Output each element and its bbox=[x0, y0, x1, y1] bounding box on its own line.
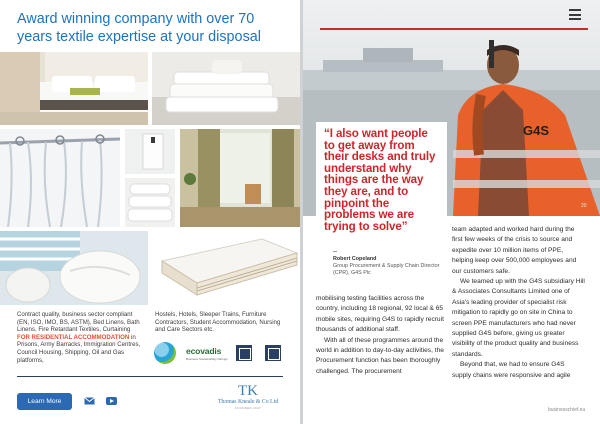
sheet-photo bbox=[125, 129, 175, 174]
quote-text: “I also want people to get away from their desks and truly understand why things are the way they are, and to pinpoint the problems we are trying to solve” bbox=[324, 127, 436, 233]
shower-curtain-photo bbox=[0, 129, 120, 227]
menu-icon[interactable] bbox=[569, 9, 581, 20]
article-column-2: team adapted and worked hard during the first few weeks of the crisis to source and expedite over 10 million items of PPE, helping keep over 500,000 employees and our customers safe. We teamed up with the G4S subsidiary Hill & Associates Consultants Limited one of Asia's leading provider of specialist risk mitigation to rapidly go on site in China to screen PPE manufacturers who had never supplied G4S before, giving us greater visibility of the product quality and business standards. Beyond that, we had to ensure G4S supply chains were responsive and agile bbox=[452, 226, 585, 379]
company-logo: TK bbox=[238, 383, 258, 399]
svg-text:G4S: G4S bbox=[523, 123, 550, 138]
company-name: Thomas Kneale & Co Ltd bbox=[217, 399, 279, 405]
learn-more-button[interactable]: Learn More bbox=[17, 393, 72, 410]
quote-author-role: Group Procurement & Supply Chain Director (CPR), G4S Plc bbox=[333, 263, 440, 276]
photo-page-number: 20 bbox=[581, 203, 587, 209]
company-founded: FOUNDED 1947 bbox=[235, 406, 261, 410]
towels-photo bbox=[152, 52, 300, 125]
sectors-text-col1: Contract quality, business sector compliant (EN, ISO, IMO, BS, ASTM), Bed Linens, Bath Linens, Fire Retardant Textiles, Curtaining FOR RESIDENTIAL ACCOMMODATION in Prisons, Army Barracks, Immigration Centres, Council Housing, Shipping, Oil and Gas platforms, bbox=[17, 311, 141, 364]
certification-logo bbox=[154, 342, 176, 364]
iso-cert-logo-2 bbox=[265, 345, 281, 361]
duvet-photo bbox=[0, 231, 148, 305]
iso-cert-logo bbox=[236, 345, 252, 361]
video-icon[interactable] bbox=[106, 397, 117, 405]
quote-dash bbox=[333, 251, 337, 252]
article-column-1: mobilising testing facilities across the country, including 18 regional, 92 local & 65 mobile sites, requiring G4S to rapidly recruit thousands of additional staff. With all of these programmes around the world in addition to day-to-day activities, the Procurement function has been thoroughly challenged. The procurement bbox=[316, 295, 444, 375]
pull-quote bbox=[316, 122, 447, 248]
mattress-photo bbox=[152, 231, 300, 305]
ecovadis-logo: ecovadis Business Sustainability Ratings bbox=[186, 346, 228, 361]
pillows-photo bbox=[125, 178, 175, 227]
room-curtains-photo bbox=[180, 129, 300, 227]
header-rule bbox=[320, 28, 588, 30]
footer-url[interactable]: businesschief.eu bbox=[548, 407, 586, 413]
page-title: Award winning company with over 70 years textile expertise at your disposal bbox=[17, 11, 261, 45]
sectors-text-col2: Hostels, Hotels, Sleeper Trains, Furniture Contractors, Student Accommodation, Nursing and Care Sectors etc. bbox=[155, 311, 281, 334]
mail-icon[interactable] bbox=[84, 397, 95, 405]
divider bbox=[17, 376, 283, 377]
bedroom-photo bbox=[0, 52, 148, 125]
quote-author: Robert Copeland bbox=[333, 256, 377, 262]
